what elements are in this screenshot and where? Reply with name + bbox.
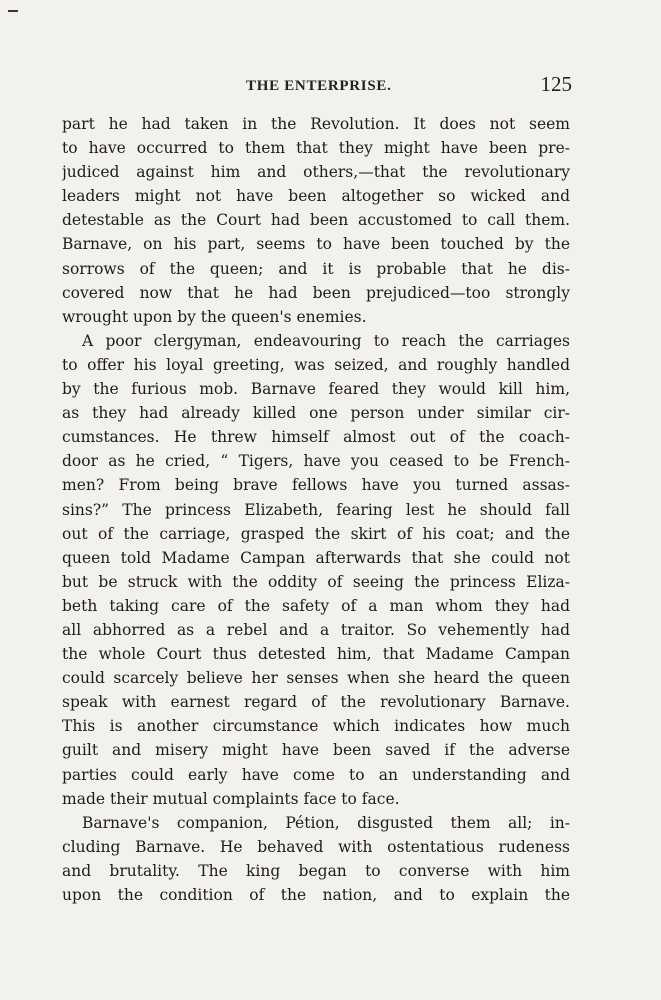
- text-line: cluding Barnave. He behaved with ostentatious rudeness: [62, 837, 570, 856]
- text-line: door as he cried, “ Tigers, have you ceased to be French-: [62, 452, 570, 471]
- text-line: detestable as the Court had been accustomed to call them.: [62, 211, 570, 230]
- text-line: as they had already killed one person under similar cir-: [62, 404, 570, 423]
- text-line: men? From being brave fellows have you turned assas-: [62, 476, 570, 495]
- text-line: speak with earnest regard of the revolutionary Barnave.: [62, 693, 570, 712]
- text-line: to offer his loyal greeting, was seized, and roughly handled: [62, 355, 570, 374]
- text-line: could scarcely believe her senses when she heard the queen: [62, 669, 570, 688]
- text-line: parties could early have come to an understanding and: [62, 765, 570, 784]
- text-line: part he had taken in the Revolution. It does not seem: [62, 115, 570, 133]
- text-line: guilt and misery might have been saved if the adverse: [62, 741, 570, 760]
- text-line: wrought upon by the queen's enemies.: [62, 307, 367, 326]
- page-number: 125: [540, 72, 572, 96]
- text-line: queen told Madame Campan afterwards that she could not: [62, 548, 570, 567]
- text-line: cumstances. He threw himself almost out of the coach-: [62, 428, 570, 447]
- running-title: THE ENTERPRISE.: [246, 78, 392, 94]
- text-line: A poor clergyman, endeavouring to reach the carriages: [82, 331, 570, 350]
- text-line: This is another circumstance which indicates how much: [62, 717, 570, 736]
- body-text: [62, 112, 570, 907]
- text-line: all abhorred as a rebel and a traitor. So vehemently had: [62, 620, 570, 639]
- text-line: beth taking care of the safety of a man whom they had: [62, 596, 570, 615]
- text-line: covered now that he had been prejudiced—too strongly: [62, 283, 570, 302]
- text-line: made their mutual complaints face to face.: [62, 789, 400, 808]
- text-line: the whole Court thus detested him, that Madame Campan: [62, 645, 570, 664]
- text-line: Barnave's companion, Pétion, disgusted them all; in-: [82, 813, 570, 832]
- text-line: sins?” The princess Elizabeth, fearing lest he should fall: [62, 500, 570, 519]
- text-line: judiced against him and others,—that the revolutionary: [62, 163, 570, 182]
- text-line: leaders might not have been altogether so wicked and: [62, 187, 570, 206]
- text-line: and brutality. The king began to converse with him: [62, 861, 570, 880]
- margin-dash-mark: [8, 10, 18, 12]
- text-line: but be struck with the oddity of seeing the princess Eliza-: [62, 572, 570, 591]
- text-line: by the furious mob. Barnave feared they would kill him,: [62, 380, 570, 399]
- text-line: out of the carriage, grasped the skirt of his coat; and the: [62, 524, 570, 543]
- page-header: [60, 70, 572, 100]
- text-line: sorrows of the queen; and it is probable that he dis-: [62, 259, 570, 278]
- text-line: to have occurred to them that they might have been pre-: [62, 139, 570, 158]
- text-line: Barnave, on his part, seems to have been touched by the: [62, 235, 570, 254]
- text-line: upon the condition of the nation, and to explain the: [62, 886, 570, 904]
